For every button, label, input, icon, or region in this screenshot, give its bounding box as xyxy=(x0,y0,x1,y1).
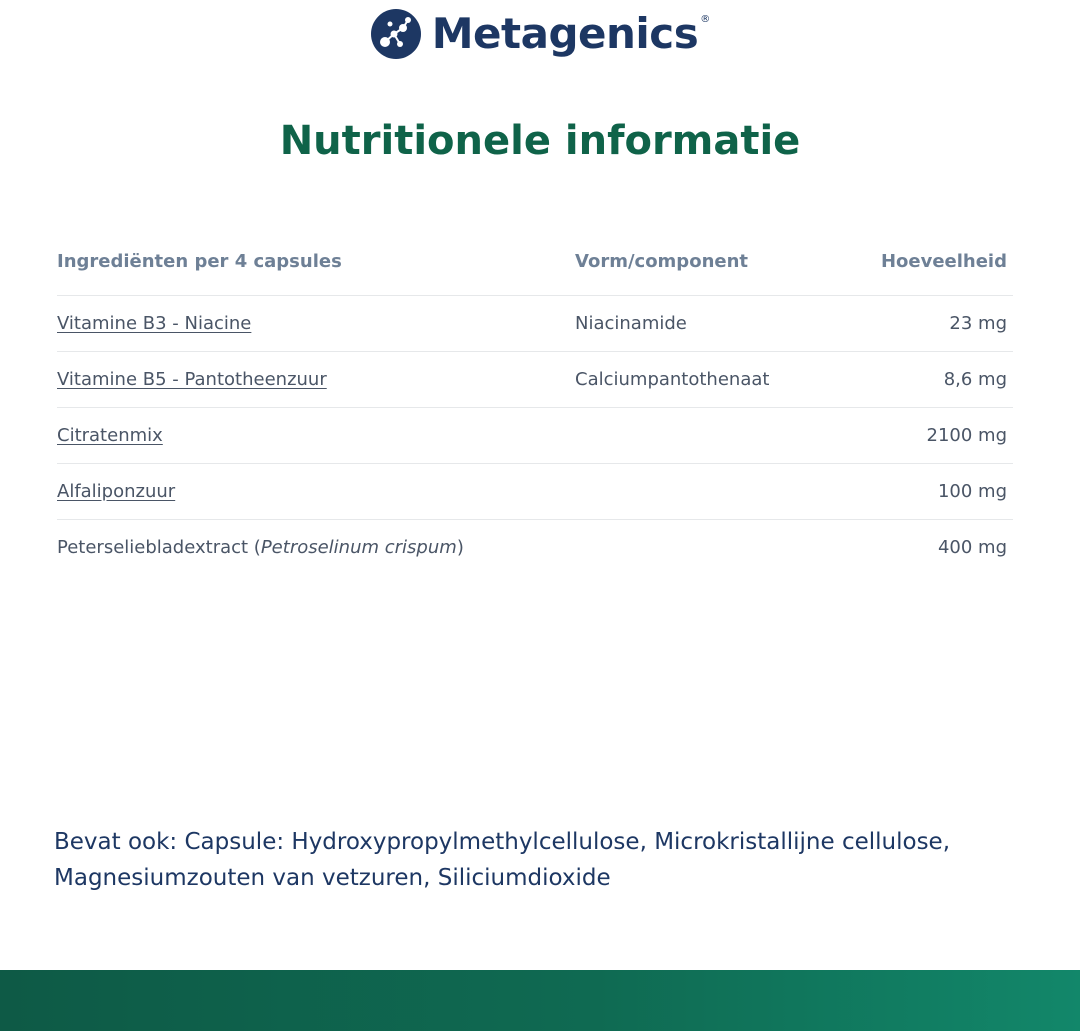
brand-name: Metagenics xyxy=(431,9,699,58)
amount-cell: 8,6 mg xyxy=(943,369,1007,390)
amount-cell: 2100 mg xyxy=(926,425,1007,446)
table-row xyxy=(57,464,1013,520)
also-contains-note xyxy=(54,824,1034,896)
nutrition-table xyxy=(57,228,1013,575)
amount-cell: 23 mg xyxy=(949,313,1007,334)
table-row xyxy=(57,520,1013,575)
column-header-amount: Hoeveelheid xyxy=(880,251,1007,272)
ingredient-name-close: ) xyxy=(456,537,464,558)
column-header-form: Vorm/component xyxy=(575,251,749,272)
note-line-2: Magnesiumzouten van vetzuren, Siliciumdioxide xyxy=(54,865,611,891)
registered-mark: ® xyxy=(700,14,711,25)
table-row xyxy=(57,408,1013,464)
table-row xyxy=(57,296,1013,352)
ingredient-link-alfaliponzuur[interactable]: Alfaliponzuur xyxy=(57,481,176,502)
table-header-row xyxy=(57,228,1013,296)
note-line-1: Bevat ook: Capsule: Hydroxypropylmethylcellulose, Microkristallijne cellulose, xyxy=(54,829,951,855)
amount-cell: 400 mg xyxy=(937,537,1007,558)
ingredient-link-vitamine-b5[interactable]: Vitamine B5 - Pantotheenzuur xyxy=(57,369,327,390)
ingredient-link-vitamine-b3[interactable]: Vitamine B3 - Niacine xyxy=(57,313,252,334)
ingredient-text-peterselie xyxy=(57,537,575,558)
page-title: Nutritionele informatie xyxy=(279,118,801,164)
amount-cell: 100 mg xyxy=(937,481,1007,502)
form-cell: Niacinamide xyxy=(575,313,687,334)
ingredient-latin-name: Petroselinum crispum xyxy=(260,537,457,558)
footer-band xyxy=(0,970,1080,1031)
brand-logo[interactable] xyxy=(0,6,1080,62)
column-header-ingredients: Ingrediënten per 4 capsules xyxy=(57,251,342,272)
ingredient-name: Peterseliebladextract ( xyxy=(57,537,261,558)
form-cell: Calciumpantothenaat xyxy=(575,369,770,390)
ingredient-link-citratenmix[interactable]: Citratenmix xyxy=(57,425,163,446)
metagenics-logo-icon xyxy=(370,8,422,60)
table-row xyxy=(57,352,1013,408)
